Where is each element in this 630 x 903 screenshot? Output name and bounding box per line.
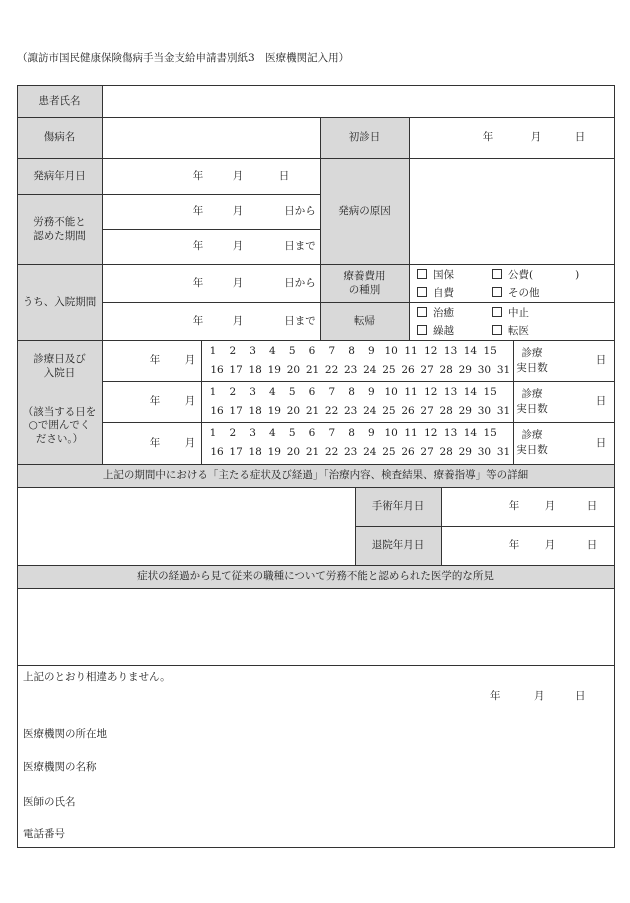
day-number[interactable]: 25 <box>382 405 396 417</box>
onset-month: 月 <box>232 169 244 182</box>
incapacity-from-month: 月 <box>232 205 244 218</box>
day-number[interactable]: 4 <box>269 427 276 439</box>
day-number[interactable]: 24 <box>363 405 377 417</box>
day-number[interactable]: 11 <box>404 345 418 357</box>
day-number[interactable]: 13 <box>443 427 458 439</box>
first-visit-month: 月 <box>530 131 542 144</box>
day-number[interactable]: 23 <box>344 446 358 458</box>
day-number[interactable]: 16 <box>210 446 224 458</box>
incapacity-to-year: 年 <box>192 240 204 253</box>
day-number[interactable]: 22 <box>324 405 339 417</box>
hospital-to-month: 月 <box>232 314 244 327</box>
actual-days-unit: 日 <box>595 395 607 408</box>
day-number[interactable]: 17 <box>229 364 243 376</box>
checkbox-icon[interactable] <box>492 325 502 335</box>
discharge-day: 日 <box>586 539 598 552</box>
day-number[interactable]: 19 <box>267 446 281 458</box>
day-number[interactable]: 7 <box>328 386 336 398</box>
day-number[interactable]: 17 <box>229 446 243 458</box>
actual-days-unit: 日 <box>595 436 607 449</box>
day-number[interactable]: 23 <box>344 364 358 376</box>
option-kouhi[interactable]: 公費( ) <box>492 266 579 282</box>
day-number[interactable]: 5 <box>288 386 296 398</box>
day-number[interactable]: 11 <box>404 427 418 439</box>
day-number[interactable]: 23 <box>344 405 358 417</box>
treatment-row1-year: 年 <box>149 354 161 367</box>
onset-year: 年 <box>192 169 204 182</box>
day-number[interactable]: 18 <box>248 405 262 417</box>
day-number[interactable]: 9 <box>368 427 375 439</box>
actual-days-unit: 日 <box>595 354 607 367</box>
checkbox-icon[interactable] <box>417 269 427 279</box>
incapacity-to-day: 日まで <box>284 240 316 253</box>
day-number[interactable]: 1 <box>209 345 217 357</box>
day-number[interactable]: 28 <box>439 364 453 376</box>
option-kokuho[interactable]: 国保 <box>417 266 454 282</box>
day-number[interactable]: 9 <box>368 386 375 398</box>
day-number[interactable]: 24 <box>363 446 377 458</box>
first-visit-label: 初診日 <box>348 131 381 144</box>
day-number[interactable]: 28 <box>439 405 453 417</box>
surgery-year: 年 <box>508 500 520 513</box>
form-title: （諏訪市国民健康保険傷病手当金支給申請書別紙3 医療機関記入用） <box>17 52 350 64</box>
outcome-label: 転帰 <box>354 314 375 327</box>
day-number[interactable]: 26 <box>401 446 415 458</box>
day-number[interactable]: 2 <box>229 427 237 439</box>
day-number[interactable]: 3 <box>249 386 256 398</box>
onset-day: 日 <box>278 169 290 182</box>
day-number[interactable]: 7 <box>328 345 336 357</box>
day-number[interactable]: 2 <box>229 386 237 398</box>
phone-label: 電話番号 <box>23 828 65 840</box>
onset-date-label: 発病年月日 <box>33 169 86 182</box>
day-number[interactable]: 10 <box>384 427 398 439</box>
hospital-from-month: 月 <box>232 276 244 289</box>
first-visit-year: 年 <box>482 131 494 144</box>
checkbox-icon[interactable] <box>417 307 427 317</box>
day-number[interactable]: 24 <box>363 364 377 376</box>
day-number[interactable]: 12 <box>424 345 438 357</box>
surgery-day: 日 <box>586 500 598 513</box>
day-number[interactable]: 19 <box>267 364 281 376</box>
checkbox-icon[interactable] <box>492 287 502 297</box>
day-number[interactable]: 20 <box>286 446 301 458</box>
circle-note: （該当する日を ○で囲んでく ださい。） <box>22 405 97 445</box>
patient-name-label: 患者氏名 <box>38 94 81 107</box>
day-number[interactable]: 31 <box>496 364 511 376</box>
hospital-period-label: うち、入院期間 <box>22 295 97 308</box>
day-number[interactable]: 4 <box>269 345 276 357</box>
hospital-from-day: 日から <box>284 276 316 289</box>
checkbox-icon[interactable] <box>492 269 502 279</box>
checkbox-icon[interactable] <box>492 307 502 317</box>
option-sonota[interactable]: その他 <box>492 284 540 300</box>
injury-name-label: 傷病名 <box>43 131 76 144</box>
day-number[interactable]: 6 <box>308 386 316 398</box>
discharge-month: 月 <box>544 539 556 552</box>
patient-name-field[interactable] <box>103 86 613 117</box>
day-number[interactable]: 30 <box>477 364 492 376</box>
option-jihi[interactable]: 自費 <box>417 284 454 300</box>
day-number[interactable]: 21 <box>305 405 320 417</box>
day-number[interactable]: 21 <box>305 364 320 376</box>
discharge-year: 年 <box>508 539 520 552</box>
day-number[interactable]: 27 <box>420 405 434 417</box>
day-number[interactable]: 18 <box>248 364 262 376</box>
day-number[interactable]: 14 <box>463 386 478 398</box>
day-number[interactable]: 2 <box>229 345 237 357</box>
day-number[interactable]: 31 <box>496 405 511 417</box>
day-number[interactable]: 20 <box>286 405 301 417</box>
day-number[interactable]: 25 <box>382 364 396 376</box>
incapacity-to-month: 月 <box>232 240 244 253</box>
day-number[interactable]: 26 <box>401 364 415 376</box>
day-number[interactable]: 1 <box>209 427 217 439</box>
day-number[interactable]: 16 <box>210 364 224 376</box>
discharge-date-label: 退院年月日 <box>371 539 425 552</box>
day-number[interactable]: 31 <box>496 446 511 458</box>
day-number[interactable]: 8 <box>348 386 355 398</box>
incapacity-from-year: 年 <box>192 205 204 218</box>
treatment-row2-year: 年 <box>149 395 161 408</box>
details-header: 上記の期間中における「主たる症状及び経過」「治療内容、検査結果、療養指導」等の詳細 <box>102 469 529 482</box>
actual-days-label: 診療 実日数 <box>516 346 548 374</box>
day-number[interactable]: 29 <box>458 364 472 376</box>
checkbox-icon[interactable] <box>417 287 427 297</box>
medical-fee-type-label: 療養費用 の種別 <box>343 269 386 296</box>
day-number[interactable]: 8 <box>348 427 355 439</box>
actual-days-label: 診療 実日数 <box>516 429 548 456</box>
day-number[interactable]: 13 <box>443 345 458 357</box>
hospital-address-label: 医療機関の所在地 <box>23 728 107 740</box>
hospital-to-year: 年 <box>192 314 204 327</box>
day-number[interactable]: 17 <box>229 405 243 417</box>
day-number[interactable]: 30 <box>477 446 492 458</box>
day-number[interactable]: 12 <box>424 386 438 398</box>
day-number[interactable]: 4 <box>269 386 276 398</box>
day-number[interactable]: 6 <box>308 427 316 439</box>
day-number[interactable]: 20 <box>286 364 301 376</box>
day-number[interactable]: 16 <box>210 405 224 417</box>
day-number[interactable]: 30 <box>477 405 492 417</box>
day-number[interactable]: 29 <box>458 446 472 458</box>
cause-label: 発病の原因 <box>338 204 391 217</box>
option-chushi[interactable]: 中止 <box>492 304 529 320</box>
day-number[interactable]: 27 <box>420 446 434 458</box>
day-number[interactable]: 12 <box>424 427 438 439</box>
incapacity-from-day: 日から <box>284 205 316 218</box>
certify-text: 上記のとおり相違ありません。 <box>23 671 171 683</box>
day-number[interactable]: 25 <box>382 446 396 458</box>
option-teni[interactable]: 転医 <box>492 322 529 338</box>
day-number[interactable]: 11 <box>404 386 418 398</box>
day-number[interactable]: 9 <box>368 345 375 357</box>
day-number[interactable]: 10 <box>384 345 398 357</box>
day-number[interactable]: 22 <box>324 446 339 458</box>
treatment-row3-month: 月 <box>184 436 196 449</box>
treatment-row1-month: 月 <box>184 354 196 367</box>
day-number[interactable]: 8 <box>348 345 355 357</box>
treatment-row3-year: 年 <box>149 436 161 449</box>
day-number[interactable]: 29 <box>458 405 472 417</box>
certify-day: 日 <box>575 690 586 702</box>
opinion-header: 症状の経過から見て従来の職種について労務不能と認められた医学的な所見 <box>137 570 494 583</box>
day-number[interactable]: 10 <box>384 386 398 398</box>
day-number[interactable]: 15 <box>483 427 497 439</box>
first-visit-day: 日 <box>574 131 586 144</box>
day-number[interactable]: 1 <box>209 386 217 398</box>
day-number[interactable]: 5 <box>288 345 296 357</box>
day-number[interactable]: 5 <box>288 427 296 439</box>
day-number[interactable]: 18 <box>248 446 262 458</box>
day-number[interactable]: 3 <box>249 427 256 439</box>
certify-year: 年 <box>490 690 501 702</box>
day-number[interactable]: 15 <box>483 386 497 398</box>
treatment-row2-month: 月 <box>184 395 196 408</box>
certify-month: 月 <box>534 690 545 702</box>
actual-days-label: 診療 実日数 <box>516 387 548 415</box>
details-field[interactable] <box>18 488 354 565</box>
day-number[interactable]: 7 <box>328 427 336 439</box>
option-kurikoshi[interactable]: 繰越 <box>417 322 454 338</box>
day-number[interactable]: 14 <box>463 427 478 439</box>
day-number[interactable]: 3 <box>249 345 256 357</box>
day-number[interactable]: 6 <box>308 345 316 357</box>
day-number[interactable]: 26 <box>401 405 415 417</box>
hospital-to-day: 日まで <box>284 314 316 327</box>
day-number[interactable]: 22 <box>324 364 339 376</box>
treatment-days-label: 診療日及び 入院日 <box>33 352 86 379</box>
day-number[interactable]: 27 <box>420 364 434 376</box>
opinion-field[interactable] <box>18 589 613 665</box>
cause-field[interactable] <box>410 159 613 264</box>
injury-name-field[interactable] <box>103 118 319 158</box>
incapacity-period-label: 労務不能と 認めた期間 <box>33 215 86 242</box>
doctor-name-label: 医師の氏名 <box>23 796 76 808</box>
day-number[interactable]: 14 <box>463 345 478 357</box>
day-number[interactable]: 21 <box>305 446 320 458</box>
day-number[interactable]: 13 <box>443 386 458 398</box>
hospital-name-label: 医療機関の名称 <box>23 761 97 773</box>
hospital-from-year: 年 <box>192 276 204 289</box>
day-number[interactable]: 15 <box>483 345 497 357</box>
day-number[interactable]: 19 <box>267 405 281 417</box>
option-chiyu[interactable]: 治癒 <box>417 304 454 320</box>
surgery-date-label: 手術年月日 <box>371 500 425 513</box>
day-number[interactable]: 28 <box>439 446 453 458</box>
checkbox-icon[interactable] <box>417 325 427 335</box>
surgery-month: 月 <box>544 500 556 513</box>
